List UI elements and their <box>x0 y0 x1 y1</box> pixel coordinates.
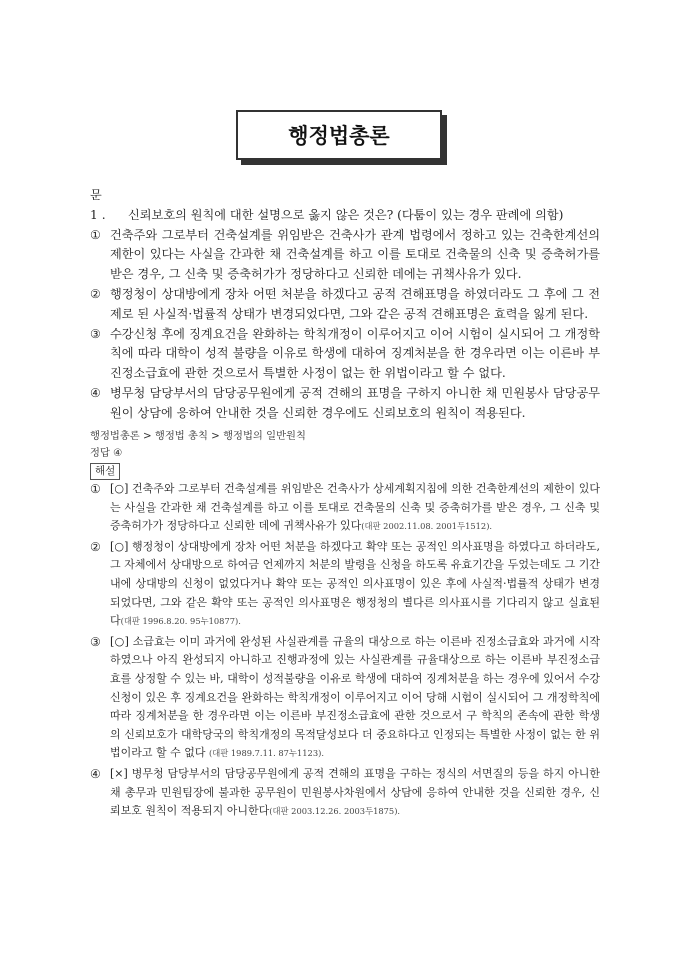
explanation-item <box>90 633 600 763</box>
option-marker: ③ <box>90 326 101 341</box>
explanation-marker: ③ <box>90 634 101 649</box>
explanation-text: [○] 건축주와 그로부터 건축설계를 위임받은 건축사가 상세계획지침에 의한 건축한계선의 제한이 있다는 사실을 간과한 채 건축설계를 하고 이를 토대로 건축물의 신축 및 증축허가를 받은 경우, 그 신축 및 증축허가가 정당하다고 신뢰한 데에 귀책사유가 있다 <box>110 482 600 533</box>
explanation-text: [○] 소급효는 이미 과거에 완성된 사실관계를 규율의 대상으로 하는 이른바 진정소급효와 과거에 시작하였으나 아직 완성되지 아니하고 진행과정에 있는 사실관계를 규율대상으로 하는 이른바 부진정소급효를 상정할 수 있는 바, 대학이 성적불량을 이유로 학생에 대하여 징계처분을 하는 경우에 있어서 수강신청이 있은 후 징계요건을 완화하는 학칙개정이 이루어지고 이어 당해 시험이 실시되어 그 개정학칙에 따라 징계처분을 한 경우라면 이는 이른바 부진정소급효에 관한 것으로서 구 학칙의 존속에 관한 학생의 신뢰보호가 대학당국의 학칙개정의 목적달성보다 더 중요하다고 인정되는 특별한 사정이 없는 한 위법이라고 할 수 없다 <box>110 634 600 760</box>
question-stem-row <box>90 186 600 226</box>
option-item <box>90 285 600 325</box>
explanation-marker: ② <box>90 539 101 554</box>
question-stem: 신뢰보호의 원칙에 대한 설명으로 옳지 않은 것은? (다툼이 있는 경우 판례에 의함) <box>128 207 564 222</box>
option-item <box>90 226 600 285</box>
explanation-body <box>110 633 600 763</box>
explanation-item <box>90 765 600 821</box>
explanation-body <box>110 765 600 821</box>
breadcrumb: 행정법총론 > 행정법 총칙 > 행정법의 일반원칙 <box>90 430 306 442</box>
option-marker: ① <box>90 227 101 242</box>
option-item <box>90 384 600 424</box>
explanation-body <box>110 480 600 536</box>
explanation-text: [×] 병무청 담당부서의 담당공무원에게 공적 견해의 표명을 구하는 정식의 서면질의 등을 하지 아니한 채 총무과 민원팀장에 불과한 공무원이 민원봉사차원에서 상담에 응하여 안내한 것을 신뢰한 경우, 신뢰보호 원칙이 적용되지 아니한다 <box>110 766 600 818</box>
explanation-citation: (대판 2002.11.08. 2001두1512). <box>361 521 493 532</box>
explanation-item <box>90 538 600 631</box>
option-item <box>90 325 600 384</box>
page-title: 행정법총론 <box>288 124 390 148</box>
explanation-marker: ① <box>90 482 101 496</box>
question-number: 문 1. <box>90 188 110 222</box>
explanation-label: 해설 <box>90 463 120 480</box>
explanation-body <box>110 538 600 631</box>
answer-meta <box>90 428 306 462</box>
explanation-item <box>90 480 600 536</box>
explanation-citation: (대판 1996.8.20. 95누10877). <box>120 616 241 627</box>
option-text: 건축주와 그로부터 건축설계를 위임받은 건축사가 관계 법령에서 정하고 있는 건축한계선의 제한이 있다는 사실을 간과한 채 건축설계를 하고 이를 토대로 건축물의 신축 및 증축허가를 받은 경우, 그 신축 및 증축허가가 정당하다고 신뢰한 데에는 귀책사유가 있다. <box>110 227 600 282</box>
explanation-text: [○] 행정청이 상대방에게 장차 어떤 처분을 하겠다고 확약 또는 공적인 의사표명을 하였다고 하더라도, 그 자체에서 상대방으로 하여금 언제까지 처분의 발령을 신청을 하도록 유효기간을 두었는데도 그 기간 내에 상대방의 신청이 없었다거나 확약 또는 공적인 의사표명이 있은 후에 사실적·법률적 상태가 변경되었다면, 그와 같은 확약 또는 공적인 의사표명은 행정청의 별다른 의사표시를 기다리지 않고 실효된다 <box>110 539 600 628</box>
explanation-citation: (대판 1989.7.11. 87누1123). <box>209 748 324 759</box>
answer-line: 정답 ④ <box>90 447 123 459</box>
option-marker: ④ <box>90 385 101 400</box>
question-block <box>90 186 600 424</box>
explanation-marker: ④ <box>90 766 101 781</box>
explanation-block <box>90 480 600 823</box>
option-text: 행정청이 상대방에게 장차 어떤 처분을 하겠다고 공적 견해표명을 하였더라도 그 후에 그 전제로 된 사실적·법률적 상태가 변경되었다면, 그와 같은 공적 견해표명은 효력을 잃게 된다. <box>110 286 600 321</box>
option-text: 수강신청 후에 징계요건을 완화하는 학칙개정이 이루어지고 이어 시험이 실시되어 그 개정학칙에 따라 대학이 성적 불량을 이유로 학생에 대하여 징계처분을 한 경우라면 이는 이른바 부진정소급효에 관한 것으로서 특별한 사정이 없는 한 위법이라고 할 수 없다. <box>110 326 600 381</box>
page-title-box <box>236 110 442 160</box>
explanation-citation: (대판 2003.12.26. 2003두1875). <box>269 806 401 817</box>
option-text: 병무청 담당부서의 담당공무원에게 공적 견해의 표명을 구하지 아니한 채 민원봉사 담당공무원이 상담에 응하여 안내한 것을 신뢰한 경우에도 신뢰보호의 원칙이 적용된다. <box>110 385 600 420</box>
option-marker: ② <box>90 286 101 301</box>
